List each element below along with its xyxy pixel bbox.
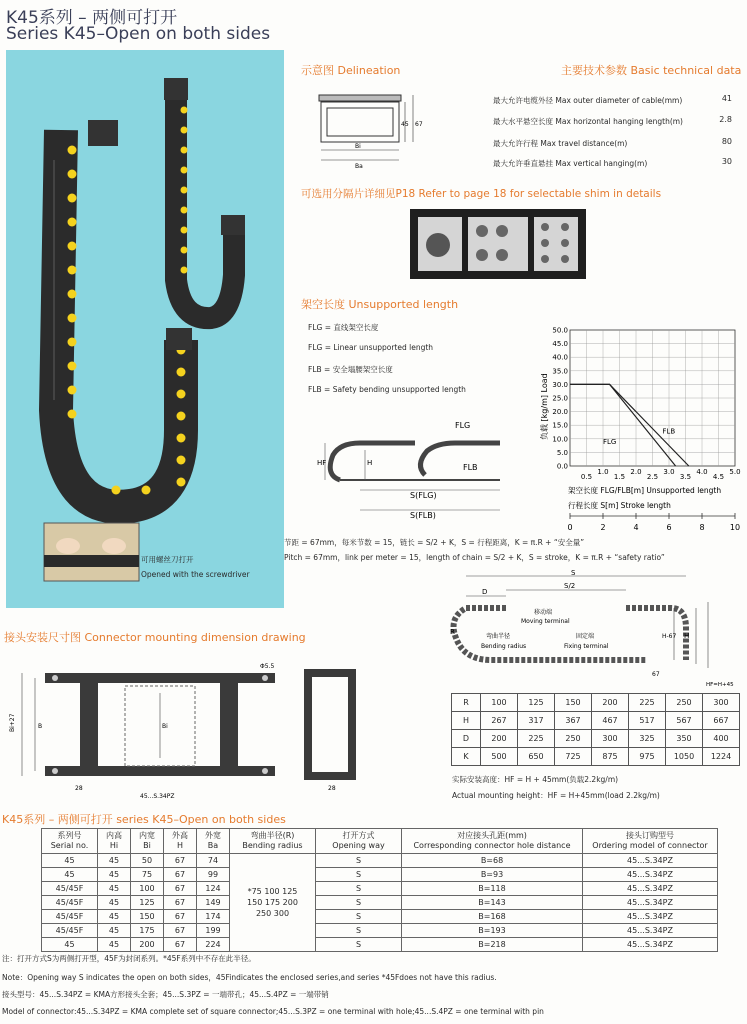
note-line: Model of connector:45...S.34PZ = KMA complete set of square connector;45...S.3PZ = one terminal with hole;45...S.4PZ = one terminal with pin <box>2 1007 544 1016</box>
cell-bi: 75 <box>131 868 164 882</box>
label-28: 28 <box>75 785 83 792</box>
tech-value: 41 <box>721 94 732 103</box>
y-tick-label: 50.0 <box>552 326 568 335</box>
label-moving-en: Moving terminal <box>521 618 570 625</box>
chart-x2label: 行程长度 S[m] Stroke length <box>568 501 671 510</box>
label-28b: 28 <box>328 785 336 792</box>
cell-hi: 45 <box>98 910 131 924</box>
rhdk-cell: 500 <box>481 748 518 766</box>
chart-ylabel: 负载 [kg/m] Load <box>540 373 549 440</box>
spec-table <box>41 828 718 952</box>
note-line: 接头型号：45...S.34PZ = KMA方形接头全套；45...S.3PZ = 一端带孔；45...S.4PZ = 一端带销 <box>2 990 329 999</box>
end-bracket <box>164 78 188 100</box>
cell-open: S <box>316 938 402 952</box>
rhdk-cell: 317 <box>518 712 555 730</box>
drag-chain-illustration <box>6 50 284 608</box>
table-row <box>42 910 718 924</box>
table-row <box>42 882 718 896</box>
cell-hi: 45 <box>98 938 131 952</box>
cell-serial: 45/45F <box>42 924 98 938</box>
yellow-dot <box>177 368 186 377</box>
note-line: Note：Opening way S indicates the open on both sides，45Findicates the enclosed series,and series *45Fdoes not have this radius. <box>2 973 497 982</box>
travel-diagram <box>446 568 734 688</box>
cell-h: 67 <box>164 882 197 896</box>
y-tick-label: 35.0 <box>552 367 568 376</box>
yellow-dot <box>181 227 188 234</box>
x2-tick-label: 10 <box>729 523 741 532</box>
label-67: 67 <box>652 671 660 678</box>
yellow-dot <box>177 478 186 487</box>
y-tick-label: 30.0 <box>552 380 568 389</box>
rhdk-cell: 250 <box>666 694 703 712</box>
rhdk-cell: 200 <box>481 730 518 748</box>
table-row <box>42 868 718 882</box>
header-h: 外高 H <box>164 829 197 854</box>
delineation-title: 示意图 Delineation <box>301 64 401 77</box>
label-h: H <box>367 459 373 467</box>
rhdk-table <box>451 693 740 766</box>
yellow-dot <box>181 107 188 114</box>
product-photo <box>6 50 284 608</box>
unsupported-item: FLG = Linear unsupported length <box>308 343 434 352</box>
label-bi: Bi <box>162 723 168 730</box>
unsupported-diagram <box>315 415 525 520</box>
rhdk-row-label: R <box>452 694 481 712</box>
cell-ba: 224 <box>197 938 230 952</box>
rhdk-cell: 325 <box>629 730 666 748</box>
unsupported-item: FLB = 安全塌腰架空长度 <box>308 365 393 374</box>
y-tick-label: 5.0 <box>556 448 568 457</box>
yellow-dot <box>68 266 77 275</box>
shim-drawing <box>410 207 586 283</box>
tech-value: 30 <box>721 157 732 166</box>
rhdk-row <box>452 694 740 712</box>
yellow-dot <box>181 127 188 134</box>
chart-xlabel: 架空长度 FLG/FLB[m] Unsupported length <box>568 486 722 495</box>
rhdk-cell: 650 <box>518 748 555 766</box>
label-fixing-cn: 固定端 <box>576 633 595 640</box>
cell-dist: B=218 <box>402 938 583 952</box>
mount-note-en: Actual mounting height：HF = H+45mm(load 2.2kg/m) <box>452 791 660 800</box>
cell-open: S <box>316 896 402 910</box>
title-en: Series K45–Open on both sides <box>6 24 271 44</box>
cell-ba: 74 <box>197 854 230 868</box>
rhdk-cell: 200 <box>592 694 629 712</box>
label-model: 45...S.34PZ <box>140 793 175 800</box>
cell-open: S <box>316 854 402 868</box>
table-row <box>42 924 718 938</box>
connector-title: 接头安装尺寸图 Connector mounting dimension drawing <box>4 631 306 644</box>
yellow-dot <box>177 456 186 465</box>
y-tick-label: 20.0 <box>552 408 568 417</box>
cell-bi: 175 <box>131 924 164 938</box>
rhdk-cell: 517 <box>629 712 666 730</box>
cell-serial: 45 <box>42 854 98 868</box>
x-tick-label: 2.0 <box>630 468 642 476</box>
yellow-dot <box>68 314 77 323</box>
load-chart <box>535 320 745 535</box>
tech-label: 最大允许电缆外径 Max outer diameter of cable(mm) <box>493 96 683 105</box>
cell-h: 67 <box>164 910 197 924</box>
x2-tick-label: 4 <box>633 523 639 532</box>
rhdk-cell: 467 <box>592 712 629 730</box>
x-tick-label: 0.5 <box>580 473 593 481</box>
cell-model: 45...S.34PZ <box>583 868 718 882</box>
x2-tick-label: 2 <box>600 523 606 532</box>
unsupported-item: FLB = Safety bending unsupported length <box>308 385 466 394</box>
cell-hi: 45 <box>98 896 131 910</box>
cell-ba: 99 <box>197 868 230 882</box>
rhdk-cell: 125 <box>518 694 555 712</box>
yellow-dot <box>112 486 121 495</box>
y-tick-label: 15.0 <box>552 421 568 430</box>
yellow-dot <box>68 410 77 419</box>
cell-model: 45...S.34PZ <box>583 854 718 868</box>
table-row <box>42 854 718 868</box>
yellow-dot <box>181 147 188 154</box>
label-d55: Φ5.5 <box>260 663 275 670</box>
x-tick-label: 1.5 <box>613 473 626 481</box>
tech-value: 80 <box>721 137 732 146</box>
series-label: FLB <box>662 427 676 436</box>
mount-note-cn: 实际安装高度：HF = H + 45mm(负载2.2kg/m) <box>452 775 619 784</box>
chain-small <box>176 90 234 318</box>
cell-serial: 45/45F <box>42 882 98 896</box>
x2-tick-label: 0 <box>567 523 573 532</box>
label-bi27: Bi+27 <box>9 713 16 732</box>
cell-model: 45...S.34PZ <box>583 938 718 952</box>
yellow-dot <box>177 390 186 399</box>
dim-67: 67 <box>415 121 423 128</box>
dim-ba: Ba <box>355 163 363 170</box>
connector-drawing <box>10 658 360 798</box>
cell-dist: B=118 <box>402 882 583 896</box>
rhdk-cell: 150 <box>555 694 592 712</box>
cell-ba: 124 <box>197 882 230 896</box>
cell-h: 67 <box>164 868 197 882</box>
cell-hi: 45 <box>98 882 131 896</box>
yellow-dot <box>68 242 77 251</box>
label-s: S <box>571 569 576 577</box>
label-hf: HF <box>317 459 327 467</box>
label-d: D <box>482 588 488 596</box>
cell-dist: B=68 <box>402 854 583 868</box>
header-hi: 内高 Hi <box>98 829 131 854</box>
rhdk-cell: 1224 <box>703 748 740 766</box>
cell-serial: 45/45F <box>42 910 98 924</box>
cell-hi: 45 <box>98 854 131 868</box>
series-label: FLG <box>603 438 617 447</box>
rhdk-row <box>452 748 740 766</box>
x-tick-label: 5.0 <box>729 468 741 476</box>
tech-label: 最大水平悬空长度 Max horizontal hanging length(m) <box>493 117 683 126</box>
cell-hi: 45 <box>98 868 131 882</box>
yellow-dot <box>181 247 188 254</box>
rhdk-cell: 875 <box>592 748 629 766</box>
yellow-dot <box>181 207 188 214</box>
end-bracket <box>221 215 245 235</box>
x-tick-label: 3.5 <box>679 473 692 481</box>
rhdk-cell: 300 <box>592 730 629 748</box>
rhdk-cell: 225 <box>518 730 555 748</box>
x-tick-label: 4.5 <box>712 473 725 481</box>
yellow-dot <box>142 486 151 495</box>
cell-bi: 125 <box>131 896 164 910</box>
tech-label: 最大允许垂直悬挂 Max vertical hanging(m) <box>493 159 648 168</box>
rhdk-cell: 100 <box>481 694 518 712</box>
screwdriver-inset <box>44 523 139 581</box>
rhdk-cell: 225 <box>629 694 666 712</box>
yellow-dot <box>68 362 77 371</box>
cell-h: 67 <box>164 938 197 952</box>
cell-bi: 100 <box>131 882 164 896</box>
cell-ba: 149 <box>197 896 230 910</box>
tech-label: 最大允许行程 Max travel distance(m) <box>493 139 628 148</box>
label-b: B <box>38 723 43 730</box>
label-bend-cn: 弯曲半径 <box>486 633 511 640</box>
label-flg: FLG <box>455 421 471 430</box>
rhdk-cell: 567 <box>666 712 703 730</box>
header-distance: 对应接头孔距(mm) Corresponding connector hole distance <box>402 829 583 854</box>
yellow-dot <box>68 170 77 179</box>
rhdk-cell: 300 <box>703 694 740 712</box>
yellow-dot <box>68 146 77 155</box>
yellow-dot <box>177 412 186 421</box>
label-sflg: S(FLG) <box>410 491 437 500</box>
tech-value: 2.8 <box>719 115 732 124</box>
cell-open: S <box>316 924 402 938</box>
label-hf: HF=H+45 <box>706 682 734 688</box>
photo-caption-cn: 可用螺丝刀打开 <box>141 555 194 564</box>
label-h: H <box>684 632 690 640</box>
cell-hi: 45 <box>98 924 131 938</box>
cell-model: 45...S.34PZ <box>583 910 718 924</box>
yellow-dot <box>68 194 77 203</box>
cell-open: S <box>316 868 402 882</box>
photo-caption-en: Opened with the screwdriver <box>141 570 250 579</box>
label-fixing-en: Fixing terminal <box>564 643 609 650</box>
rhdk-cell: 725 <box>555 748 592 766</box>
x-tick-label: 4.0 <box>696 468 708 476</box>
rhdk-cell: 667 <box>703 712 740 730</box>
label-bend-en: Bending radius <box>481 643 527 650</box>
cell-dist: B=143 <box>402 896 583 910</box>
main-table-title: K45系列 – 两侧可打开 series K45–Open on both sides <box>2 813 286 826</box>
yellow-dot <box>68 218 77 227</box>
tech-title: 主要技术参数 Basic technical data <box>561 64 742 77</box>
table-row <box>42 896 718 910</box>
delineation-drawing <box>315 90 425 170</box>
x-tick-label: 2.5 <box>646 473 659 481</box>
rhdk-cell: 367 <box>555 712 592 730</box>
cell-dist: B=93 <box>402 868 583 882</box>
header-opening: 打开方式 Opening way <box>316 829 402 854</box>
cell-h: 67 <box>164 854 197 868</box>
yellow-dot <box>68 290 77 299</box>
label-sflb: S(FLB) <box>410 511 436 520</box>
cell-serial: 45 <box>42 868 98 882</box>
cell-h: 67 <box>164 924 197 938</box>
cell-open: S <box>316 882 402 896</box>
end-bracket <box>166 328 192 350</box>
note-line: 注：打开方式S为两侧打开型，45F为封闭系列。*45F系列中不存在此半径。 <box>2 954 256 963</box>
cell-bi: 200 <box>131 938 164 952</box>
rhdk-cell: 975 <box>629 748 666 766</box>
header-radius: 弯曲半径(R) Bending radius <box>230 829 316 854</box>
yellow-dot <box>68 338 77 347</box>
unsupported-title: 架空长度 Unsupported length <box>301 298 459 311</box>
cell-ba: 174 <box>197 910 230 924</box>
label-moving-cn: 移动端 <box>534 609 553 616</box>
header-bi: 内宽 Bi <box>131 829 164 854</box>
rhdk-cell: 1050 <box>666 748 703 766</box>
rhdk-row <box>452 712 740 730</box>
yellow-dot <box>181 267 188 274</box>
cell-model: 45...S.34PZ <box>583 882 718 896</box>
cell-model: 45...S.34PZ <box>583 924 718 938</box>
table-row <box>42 938 718 952</box>
cell-bi: 150 <box>131 910 164 924</box>
yellow-dot <box>68 386 77 395</box>
y-tick-label: 40.0 <box>552 353 568 362</box>
rhdk-row <box>452 730 740 748</box>
yellow-dot <box>181 167 188 174</box>
x-tick-label: 3.0 <box>663 468 675 476</box>
label-flb: FLB <box>463 463 478 472</box>
cell-h: 67 <box>164 896 197 910</box>
cell-radius: *75 100 125 150 175 200 250 300 <box>230 854 316 952</box>
rhdk-row-label: H <box>452 712 481 730</box>
yellow-dot <box>181 187 188 194</box>
header-model: 接头订购型号 Ordering model of connector <box>583 829 718 854</box>
rhdk-row-label: D <box>452 730 481 748</box>
y-tick-label: 0.0 <box>556 462 568 471</box>
rhdk-cell: 350 <box>666 730 703 748</box>
cell-model: 45...S.34PZ <box>583 896 718 910</box>
rhdk-cell: 267 <box>481 712 518 730</box>
label-s2: S/2 <box>564 582 576 590</box>
label-h67: H-67 <box>662 633 677 640</box>
end-bracket <box>88 120 118 146</box>
x-tick-label: 1.0 <box>597 468 609 476</box>
rhdk-row-label: K <box>452 748 481 766</box>
y-tick-label: 25.0 <box>552 394 568 403</box>
y-tick-label: 10.0 <box>552 435 568 444</box>
x2-tick-label: 8 <box>699 523 705 532</box>
label-r: R <box>450 628 455 636</box>
y-tick-label: 45.0 <box>552 340 568 349</box>
cell-dist: B=168 <box>402 910 583 924</box>
dim-45: 45 <box>401 121 409 128</box>
cell-bi: 50 <box>131 854 164 868</box>
header-serial: 系列号 Serial no. <box>42 829 98 854</box>
unsupported-item: FLG = 直线架空长度 <box>308 323 379 332</box>
title-cn: K45系列 – 两侧可打开 <box>6 8 178 28</box>
cell-serial: 45 <box>42 938 98 952</box>
cell-serial: 45/45F <box>42 896 98 910</box>
yellow-dot <box>177 434 186 443</box>
pitch-cn: 节距 = 67mm，每米节数 = 15，链长 = S/2 + K，S = 行程距离，K = π.R + “安全量” <box>284 538 585 547</box>
cell-open: S <box>316 910 402 924</box>
pitch-en: Pitch = 67mm，link per meter = 15，length of chain = S/2 + K，S = stroke，K = π.R + “safety ratio” <box>284 553 665 562</box>
rhdk-cell: 400 <box>703 730 740 748</box>
cell-ba: 199 <box>197 924 230 938</box>
rhdk-cell: 250 <box>555 730 592 748</box>
header-ba: 外宽 Ba <box>197 829 230 854</box>
cell-dist: B=193 <box>402 924 583 938</box>
dim-bi: Bi <box>355 143 361 150</box>
shim-title: 可选用分隔片详细见P18 Refer to page 18 for selectable shim in details <box>301 188 662 200</box>
x2-tick-label: 6 <box>666 523 672 532</box>
